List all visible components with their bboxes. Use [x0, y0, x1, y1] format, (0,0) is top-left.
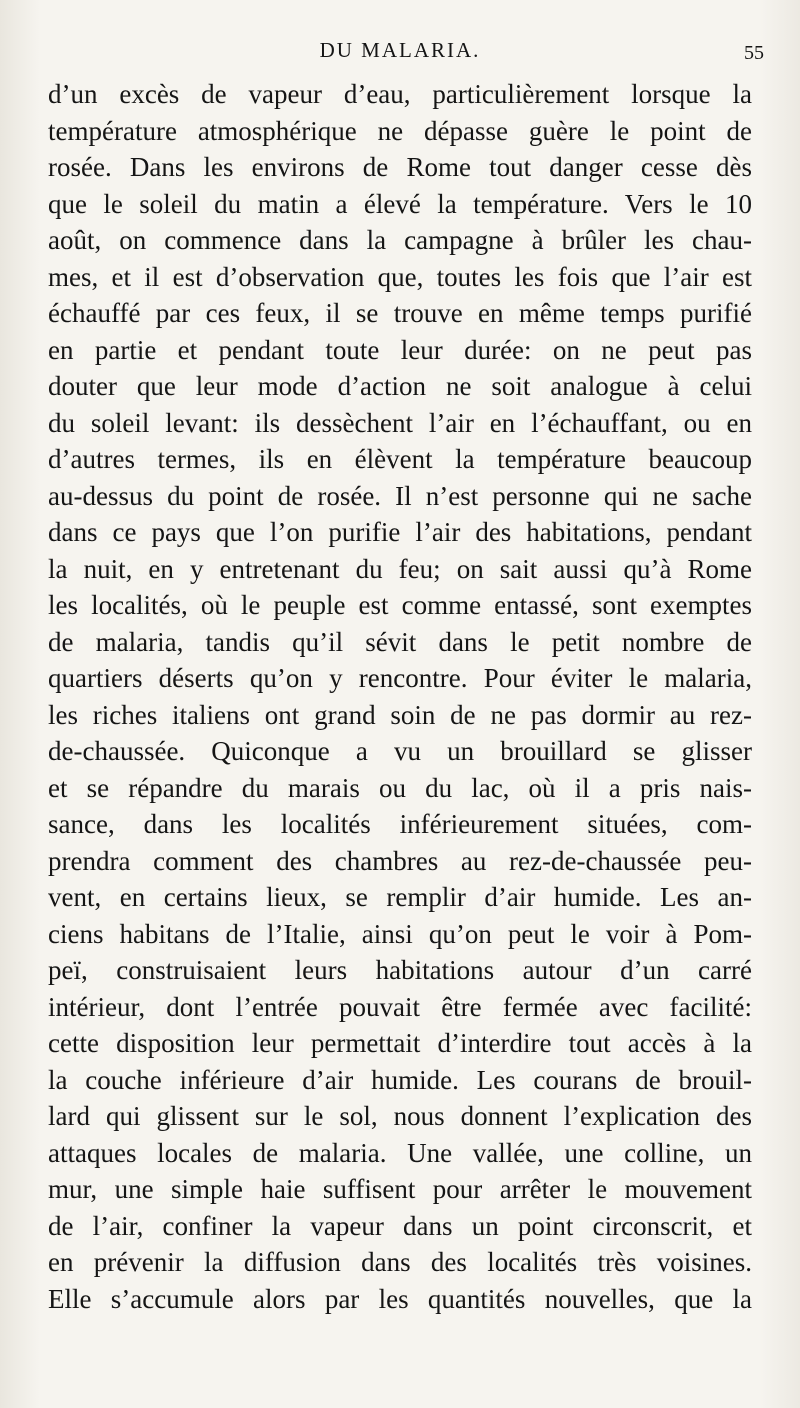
text-line: quartiers déserts qu’on y rencontre. Pour éviter le malaria, — [48, 663, 752, 693]
text-line: prendra comment des chambres au rez-de-chaussée peu- — [48, 845, 752, 876]
text-line: ciens habitans de l’Italie, ainsi qu’on peut le voir à Pom- — [48, 918, 752, 949]
text-line: vent, en certains lieux, se remplir d’air humide. Les an- — [48, 882, 752, 912]
text-line: de l’air, confiner la vapeur dans un point circonscrit, et — [48, 1210, 752, 1241]
text-line: du soleil levant: ils dessèchent l’air en l’échauffant, ou en — [48, 407, 752, 438]
text-line: en partie et pendant toute leur durée: on ne peut pas — [48, 334, 752, 365]
running-title: DU MALARIA. — [319, 38, 481, 62]
text-line: la couche inférieure d’air humide. Les courans de brouil- — [48, 1064, 752, 1095]
text-line: Elle s’accumule alors par les quantités nouvelles, que la — [48, 1283, 752, 1314]
text-line: en prévenir la diffusion dans des localités très voisines. — [48, 1247, 752, 1277]
text-line: cette disposition leur permettait d’interdire tout accès à la — [48, 1028, 752, 1058]
text-line: mur, une simple haie suffisent pour arrêter le mouvement — [48, 1174, 752, 1204]
text-line: les riches italiens ont grand soin de ne pas dormir au rez- — [48, 699, 752, 730]
text-line: lard qui glissent sur le sol, nous donnent l’explication des — [48, 1101, 752, 1131]
text-line: sance, dans les localités inférieurement situées, com- — [48, 809, 752, 839]
text-line: de-chaussée. Quiconque a vu un brouillard se glisser — [48, 736, 752, 766]
text-line: température atmosphérique ne dépasse guère le point de — [48, 115, 752, 146]
text-line: intérieur, dont l’entrée pouvait être fermée avec facilité: — [48, 991, 752, 1022]
text-line: attaques locales de malaria. Une vallée, une colline, un — [48, 1137, 752, 1168]
text-line: que le soleil du matin a élevé la température. Vers le 10 — [48, 188, 752, 219]
text-line: et se répandre du marais ou du lac, où il a pris nais- — [48, 772, 752, 803]
text-line: douter que leur mode d’action ne soit analogue à celui — [48, 371, 752, 401]
body-text — [48, 76, 752, 1317]
text-line: peï, construisaient leurs habitations autour d’un carré — [48, 955, 752, 985]
text-line: d’autres termes, ils en élèvent la température beaucoup — [48, 444, 752, 474]
text-line: la nuit, en y entretenant du feu; on sait aussi qu’à Rome — [48, 553, 752, 584]
text-line: d’un excès de vapeur d’eau, particulièrement lorsque la — [48, 79, 752, 109]
text-line: août, on commence dans la campagne à brûler les chau- — [48, 225, 752, 255]
text-line: échauffé par ces feux, il se trouve en même temps purifié — [48, 298, 752, 328]
text-line: mes, et il est d’observation que, toutes les fois que l’air est — [48, 261, 752, 292]
text-line: rosée. Dans les environs de Rome tout danger cesse dès — [48, 152, 752, 182]
text-line: au-dessus du point de rosée. Il n’est personne qui ne sache — [48, 480, 752, 511]
running-head — [0, 36, 800, 76]
text-line: de malaria, tandis qu’il sévit dans le petit nombre de — [48, 626, 752, 657]
text-line: dans ce pays que l’on purifie l’air des habitations, pendant — [48, 517, 752, 547]
text-line: les localités, où le peuple est comme entassé, sont exemptes — [48, 590, 752, 620]
page-number: 55 — [744, 42, 764, 64]
